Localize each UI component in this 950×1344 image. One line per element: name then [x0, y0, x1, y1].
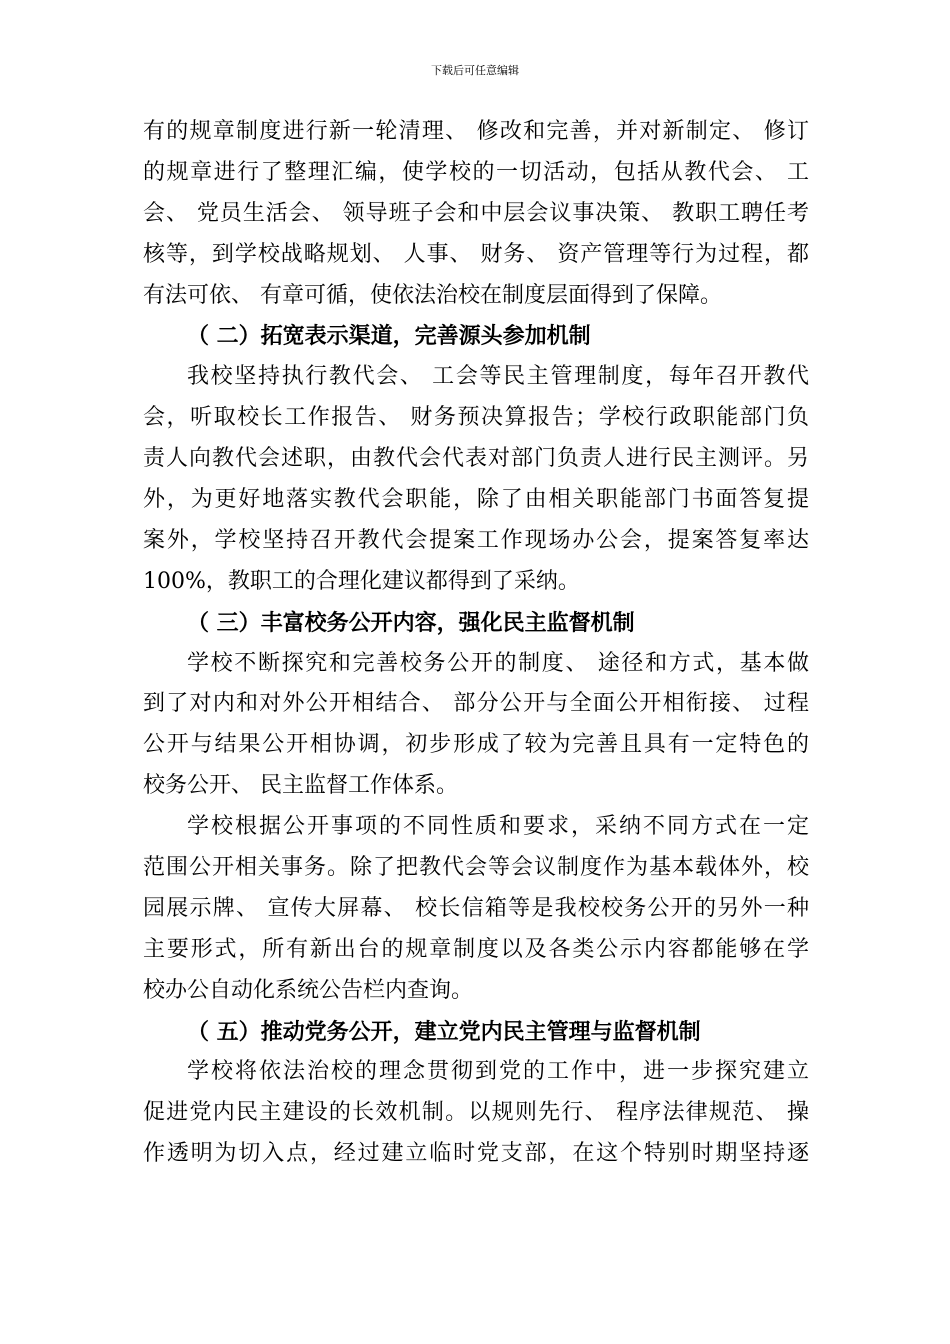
paragraph-line: 学校将依法治校的理念贯彻到党的工作中，进一步探究建立 [187, 1059, 809, 1085]
paragraph-line: 学校根据公开事项的不同性质和要求，采纳不同方式在一定 [187, 814, 809, 840]
paragraph-line: 外，为更好地落实教代会职能，除了由相关职能部门书面答复提 [143, 487, 809, 513]
paragraph-line: 校办公自动化系统公告栏内查询。 [143, 977, 474, 1003]
section-heading: （ 五）推动党务公开，建立党内民主管理与监督机制 [187, 1018, 701, 1045]
page-header-note: 下载后可任意编辑 [431, 64, 519, 77]
document-body [143, 112, 809, 1175]
paragraph-line: 园展示牌、 宣传大屏幕、 校长信箱等是我校校务公开的另外一种 [143, 895, 809, 921]
paragraph-line: 校务公开、 民主监督工作体系。 [143, 773, 458, 799]
paragraph-line: 主要形式，所有新出台的规章制度以及各类公示内容都能够在学 [143, 936, 809, 962]
paragraph-line: 到了对内和对外公开相结合、 部分公开与全面公开相衔接、 过程 [143, 691, 809, 717]
paragraph-line: 会、 党员生活会、 领导班子会和中层会议事决策、 教职工聘任考 [143, 200, 809, 226]
paragraph-line: 有的规章制度进行新一轮清理、 修改和完善，并对新制定、 修订 [143, 119, 809, 144]
paragraph-line: 作透明为切入点，经过建立临时党支部，在这个特别时期坚持逐 [143, 1141, 809, 1167]
paragraph-line: 的规章进行了整理汇编，使学校的一切活动，包括从教代会、 工 [143, 159, 809, 185]
paragraph-line: 会，听取校长工作报告、 财务预决算报告；学校行政职能部门负 [143, 405, 809, 431]
paragraph-line: 案外，学校坚持召开教代会提案工作现场办公会，提案答复率达 [143, 527, 809, 553]
paragraph-line: 核等，到学校战略规划、 人事、 财务、 资产管理等行为过程，都 [143, 241, 809, 267]
paragraph-line: 促进党内民主建设的长效机制。以规则先行、 程序法律规范、 操 [143, 1100, 809, 1126]
paragraph-line: 学校不断探究和完善校务公开的制度、 途径和方式，基本做 [187, 650, 809, 676]
paragraph-line: 范围公开相关事务。除了把教代会等会议制度作为基本载体外，校 [143, 855, 809, 881]
paragraph-line: 有法可依、 有章可循，使依法治校在制度层面得到了保障。 [143, 282, 722, 308]
paragraph-line: 100%，教职工的合理化建议都得到了采纳。 [143, 568, 580, 594]
section-heading: （ 三）丰富校务公开内容，强化民主监督机制 [187, 609, 635, 636]
paragraph-line: 我校坚持执行教代会、 工会等民主管理制度，每年召开教代 [187, 364, 809, 390]
paragraph-line: 公开与结果公开相协调，初步形成了较为完善且具有一定特色的 [143, 732, 809, 758]
section-heading: （ 二）拓宽表示渠道，完善源头参加机制 [187, 323, 591, 350]
paragraph-line: 责人向教代会述职，由教代会代表对部门负责人进行民主测评。另 [143, 446, 809, 472]
